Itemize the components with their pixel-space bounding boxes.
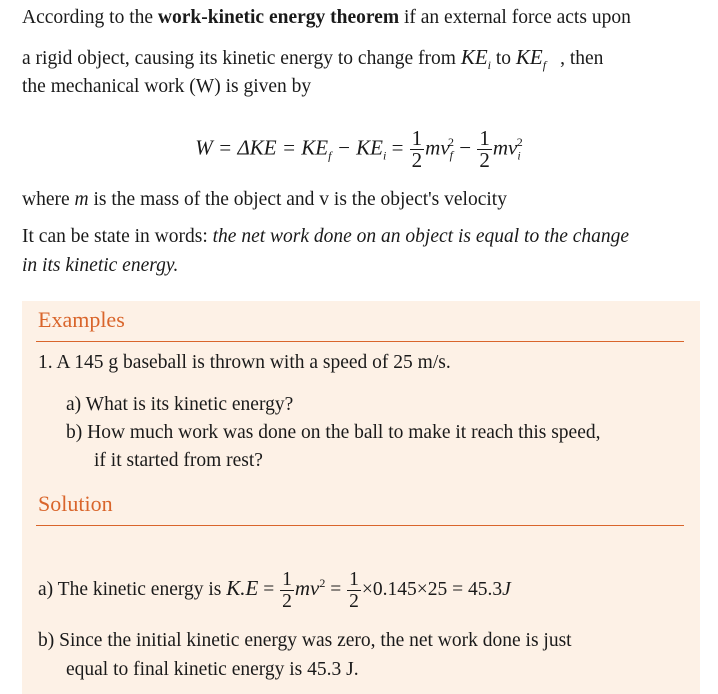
solution-divider: [36, 525, 684, 526]
words-line-1: It can be state in words: the net work done on an object is equal to the change: [22, 226, 630, 247]
fraction-half: $\frac{1}{2}$: [282, 569, 292, 612]
fraction-half: $\frac{1}{2}$: [349, 569, 359, 612]
solution-a: a) The kinetic energy is K.E = $\frac{1}{2}$ $mv^2$ = $\frac{1}{2}$ ×0.145×25 = 45.3J: [38, 569, 511, 612]
fraction-half: $\frac{1}{2}$: [411, 126, 423, 172]
solution-b-line-1: b) Since the initial kinetic energy was zero, the net work done is just: [38, 630, 572, 651]
words-line-2: in its kinetic energy.: [22, 255, 179, 276]
example-question-1: 1. A 145 g baseball is thrown with a speed of 25 m/s.: [38, 352, 451, 373]
examples-title: Examples: [38, 307, 125, 332]
fraction-half: $\frac{1}{2}$: [479, 126, 490, 172]
where-line: where m is the mass of the object and v is the object's velocity: [22, 189, 507, 210]
work-energy-equation: $W = \Delta KE = KE_f - KE_i$ = $\frac{1}{2}$ $mv_f^2$ − $\frac{1}{2}$ $mv_i^2$: [195, 126, 523, 172]
solution-b-line-2: equal to final kinetic energy is 45.3 J.: [66, 659, 359, 680]
intro-line-3: the mechanical work (W) is given by: [22, 76, 312, 97]
solution-title: Solution: [38, 491, 113, 516]
example-question-a: a) What is its kinetic energy?: [66, 394, 294, 415]
intro-line-1: According to the work-kinetic energy theorem if an external force acts upon: [22, 7, 631, 28]
example-question-b-line-1: b) How much work was done on the ball to make it reach this speed,: [66, 422, 601, 443]
examples-divider: [36, 341, 684, 342]
example-question-b-line-2: if it started from rest?: [94, 450, 263, 471]
intro-line-2: a rigid object, causing its kinetic energy to change from $KE_i$ to $KE_f$ , then: [22, 45, 604, 72]
examples-box: [22, 301, 700, 694]
